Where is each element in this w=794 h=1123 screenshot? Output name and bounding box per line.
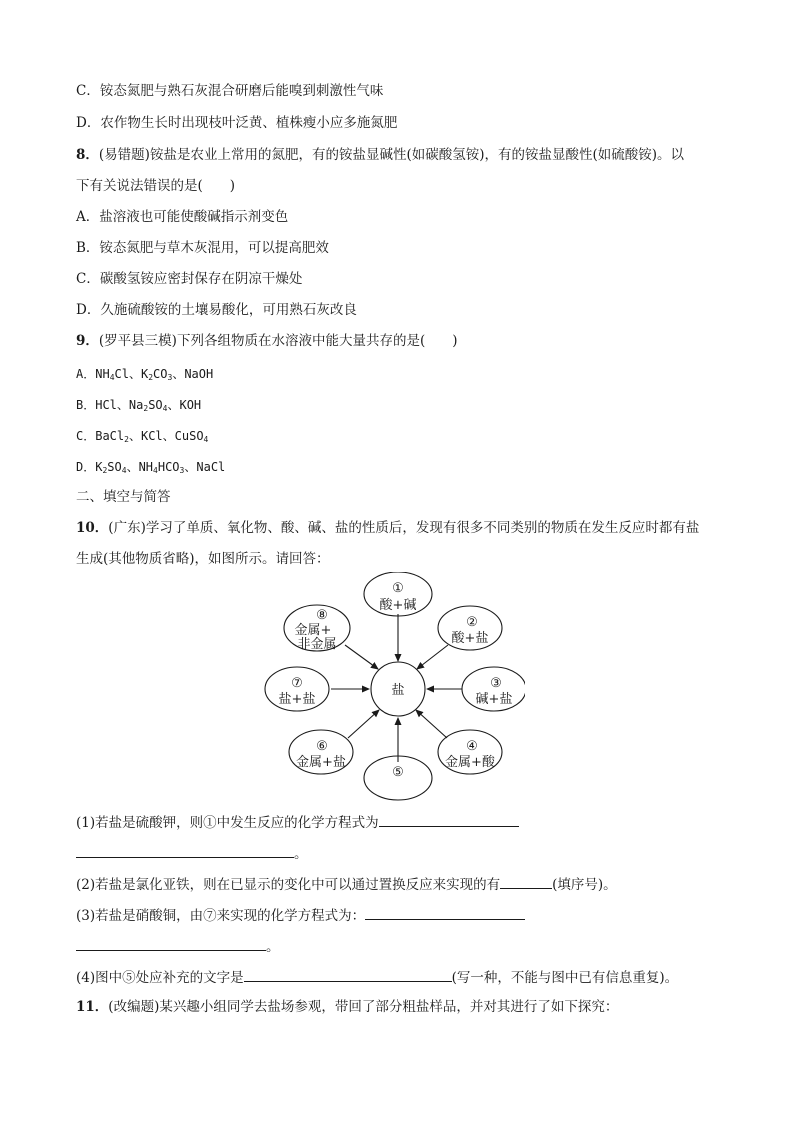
answer-blank-4[interactable] (244, 967, 452, 982)
node-2-label: 酸+盐 (451, 631, 489, 646)
answer-blank-1b[interactable] (76, 843, 294, 858)
q8-option-c: C．碳酸氢铵应密封保存在阴凉干燥处 (76, 271, 303, 287)
q10-part2: (2)若盐是氯化亚铁，则在已显示的变化中可以通过置换反应来实现的有 (填序号)。 (76, 874, 617, 894)
q10-part4: (4)图中⑤处应补充的文字是 (写一种，不能与图中已有信息重复)。 (76, 967, 678, 987)
q9-option-b: B．HCl、$Na_2SO_4$、KOH (76, 398, 202, 413)
q8-stem-line1 (76, 146, 684, 164)
arrow-4 (416, 710, 447, 738)
answer-blank-1a[interactable] (379, 812, 519, 827)
q8-option-a: A．盐溶液也可能使酸碱指示剂变色 (76, 209, 289, 225)
q7-option-c: C．铵态氮肥与熟石灰混合研磨后能嗅到刺激性气味 (76, 83, 384, 99)
node-8-num: ⑧ (316, 608, 328, 623)
q9-option-c: C．BaCl$_2$、KCl、CuSO$_4$ (76, 429, 209, 444)
arrow-2 (417, 645, 448, 669)
node-6-num: ⑥ (316, 739, 328, 754)
section-heading: 二、填空与简答 (76, 489, 171, 505)
arrow-8 (345, 645, 378, 669)
q8-stem-text: (易错题)铵盐是农业上常用的氮肥，有的铵盐显碱性(如碳酸氢铵)，有的铵盐显酸性(如硫酸铵)。以 (98, 147, 685, 163)
q9-stem (76, 332, 457, 350)
q10-number: 10． (76, 520, 109, 536)
q8-number: 8． (76, 147, 99, 163)
node-4-label: 金属+酸 (445, 755, 495, 770)
node-7-label: 盐+盐 (278, 692, 316, 707)
q10-stem-text: (广东)学习了单质、氧化物、酸、碱、盐的性质后，发现有很多不同类别的物质在发生反应时都有盐 (108, 520, 700, 536)
q9-option-a: A．$NH_4Cl$、$K_2CO_3$、NaOH (76, 367, 214, 382)
node-1-num: ① (392, 581, 404, 596)
q11-number: 11． (76, 999, 109, 1015)
answer-blank-3a[interactable] (365, 905, 525, 920)
q8-option-b: B．铵态氮肥与草木灰混用，可以提高肥效 (76, 240, 329, 256)
node-6-label: 金属+盐 (296, 755, 346, 770)
node-8-label-line2: 非金属 (297, 637, 337, 652)
node-5-num: ⑤ (392, 765, 404, 780)
answer-blank-3b[interactable] (76, 936, 266, 951)
center-label: 盐 (391, 683, 405, 698)
q9-stem-text: (罗平县三模)下列各组物质在水溶液中能大量共存的是( ) (98, 333, 458, 349)
node-3-num: ③ (490, 676, 502, 691)
q11-stem (76, 998, 618, 1016)
arrow-6 (348, 710, 379, 738)
answer-blank-2[interactable] (500, 874, 552, 889)
q10-part1-cont: 。 (76, 843, 308, 863)
q7-option-d: D．农作物生长时出现枝叶泛黄、植株瘦小应多施氮肥 (76, 115, 398, 131)
q10-stem-line2: 生成(其他物质省略)，如图所示。请回答： (76, 551, 330, 567)
q11-stem-text: (改编题)某兴趣小组同学去盐场参观，带回了部分粗盐样品，并对其进行了如下探究： (108, 999, 619, 1015)
q10-part3: (3)若盐是硝酸铜，由⑦来实现的化学方程式为： (76, 905, 525, 925)
node-3-label: 碱+盐 (475, 692, 513, 707)
q8-option-d: D．久施硫酸铵的土壤易酸化，可用熟石灰改良 (76, 302, 357, 318)
q10-part3-cont: 。 (76, 936, 280, 956)
q10-part1: (1)若盐是硫酸钾，则①中发生反应的化学方程式为 (76, 812, 519, 832)
node-4-num: ④ (466, 739, 478, 754)
node-8-label-line1: 金属+ (294, 623, 332, 638)
salt-reaction-diagram (255, 572, 525, 804)
node-7-num: ⑦ (291, 676, 303, 691)
q9-number: 9． (76, 333, 99, 349)
node-2-num: ② (466, 615, 478, 630)
q10-stem-line1 (76, 519, 699, 537)
q8-stem-line2: 下有关说法错误的是( ) (76, 178, 236, 194)
q9-option-d: D．$K_2SO_4$、$NH_4HCO_3$、NaCl (76, 460, 226, 475)
node-1-label: 酸+碱 (379, 598, 417, 613)
